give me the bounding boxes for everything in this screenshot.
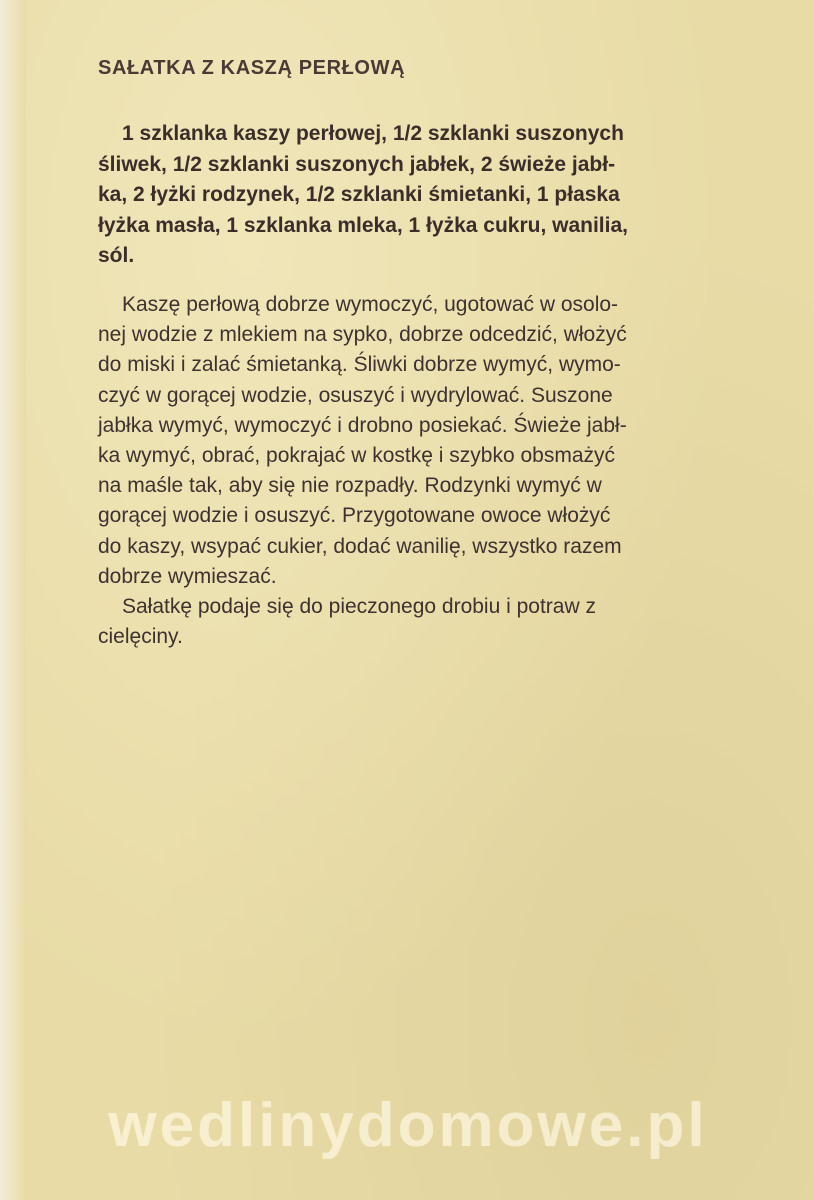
method-line: do miski i zalać śmietanką. Śliwki dobrze wymyć, wymo- (98, 353, 621, 377)
method-line: do kaszy, wsypać cukier, dodać wanilię, wszystko razem (98, 534, 622, 558)
ingredients-line: łyżka masła, 1 szklanka mleka, 1 łyżka cukru, wanilia, (98, 213, 628, 237)
serving-line: cielęciny. (98, 625, 183, 649)
ingredients-paragraph (98, 119, 760, 272)
ingredients-line: ka, 2 łyżki rodzynek, 1/2 szklanki śmietanki, 1 płaska (98, 183, 620, 206)
method-line: Kaszę perłową dobrze wymoczyć, ugotować w osolo- (122, 293, 619, 316)
serving-line: Sałatkę podaje się do pieczonego drobiu i potraw z (122, 595, 596, 619)
recipe-title: SAŁATKA Z KASZĄ PERŁOWĄ (98, 57, 406, 79)
method-line: nej wodzie z mlekiem na sypko, dobrze odcedzić, włożyć (98, 323, 627, 347)
watermark: wedlinydomowe.pl (108, 1091, 708, 1160)
method-line: dobrze wymieszać. (98, 564, 277, 588)
method-line: gorącej wodzie i osuszyć. Przygotowane owoce włożyć (98, 504, 611, 528)
method-line: czyć w gorącej wodzie, osuszyć i wydrylować. Suszone (98, 383, 613, 407)
method-line: ka wymyć, obrać, pokrajać w kostkę i szybko obsmażyć (98, 444, 616, 468)
method-paragraph (98, 290, 768, 652)
ingredients-line: sól. (98, 244, 135, 267)
method-line: jabłka wymyć, wymoczyć i drobno posiekać. Świeże jabł- (98, 413, 627, 437)
page-edge (0, 0, 26, 1200)
method-line: na maśle tak, aby się nie rozpadły. Rodzynki wymyć w (98, 474, 602, 498)
ingredients-line: śliwek, 1/2 szklanki suszonych jabłek, 2 świeże jabł- (98, 152, 616, 176)
ingredients-line: 1 szklanka kaszy perłowej, 1/2 szklanki suszonych (122, 122, 624, 145)
